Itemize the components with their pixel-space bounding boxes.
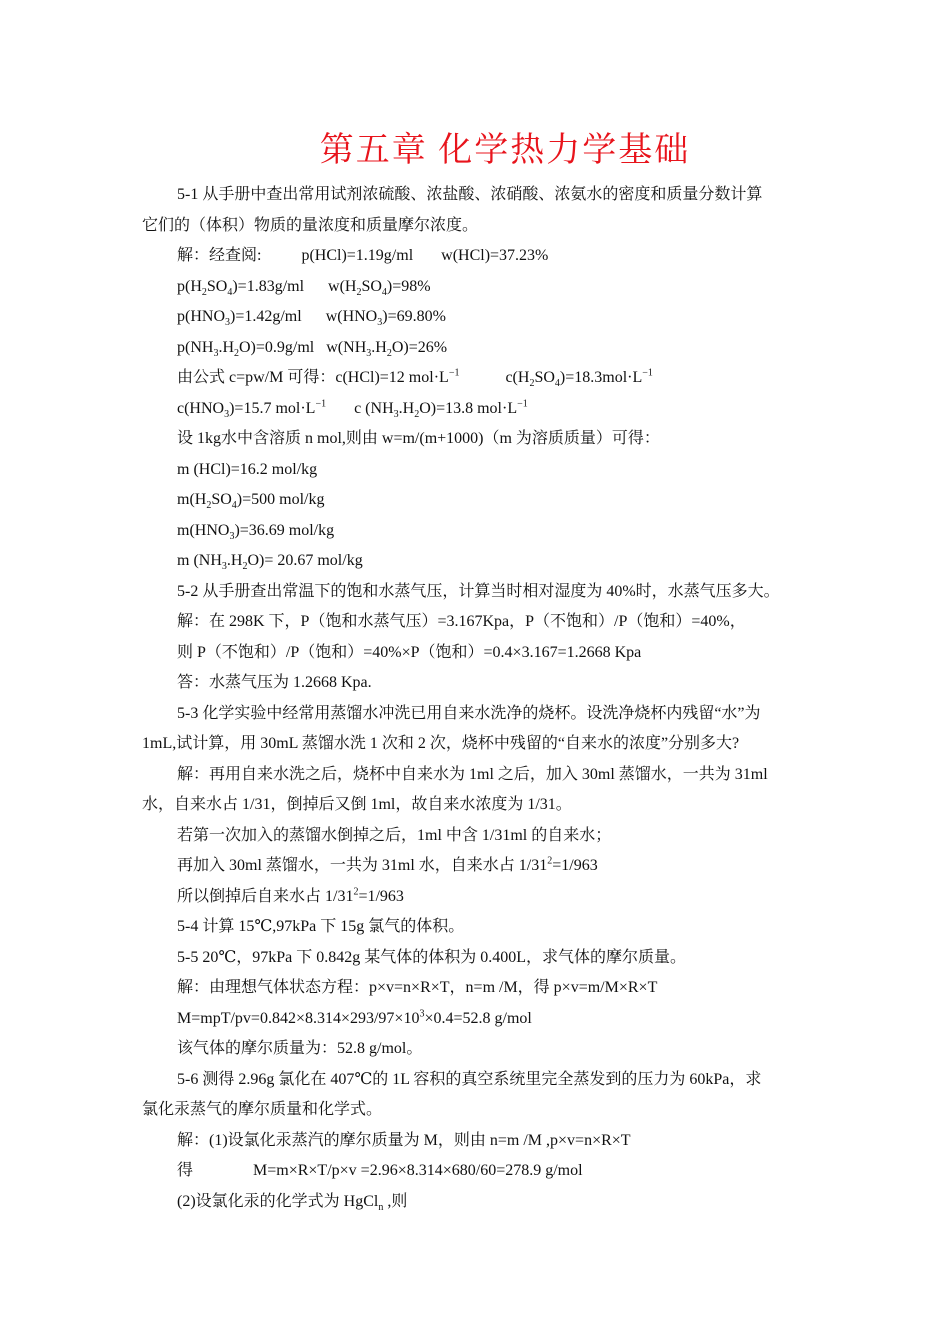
solution-5-1-m-nh3: m $(NH_3.H_2O)= 20.67$ mol/kg [177,552,363,573]
solution-5-2-line2: 则 P（不饱和）/P（饱和）=40%×P（饱和）=0.4×3.167=1.2668 Kpa [177,643,642,661]
solution-5-1-h2so4: $p(H_2SO_4)=1.83g/ml$ $w(H_2SO_4)=98\%$ [177,277,431,298]
question-5-6-line1: 5-6 测得 2.96g 氯化在 407℃的 1L 容积的真空系统里完全蒸发到的压力为 60kPa，求 [177,1070,762,1088]
question-5-1-line1: 5-1 从手册中查出常用试剂浓硫酸、浓盐酸、浓硝酸、浓氨水的密度和质量分数计算 [177,186,763,203]
question-5-4: 5-4 计算 15℃,97kPa 下 15g 氯气的体积。 [177,918,465,935]
solution-5-3-line5: 所以倒掉后自来水占 $1/31^2=1/963$ [177,886,404,905]
solution-5-6-line2: 得 M=m×R×T/p×v =2.96×8.314×680/60=278.9 g/mol [177,1162,583,1179]
question-5-3-line1: 5-3 化学实验中经常用蒸馏水冲洗已用自来水洗净的烧杯。设洗净烧杯内残留“水”为 [177,704,761,722]
page-title: 第五章 化学热力学基础 [319,132,691,169]
solution-5-3-line2: 水，自来水占 1/31，倒掉后又倒 1ml，故自来水浓度为 1/31。 [142,796,572,813]
solution-5-2-line1: 解：在 298K 下，P（饱和水蒸气压）=3.167Kpa，P（不饱和）/P（饱和）=40%， [177,613,746,630]
solution-5-1-m-h2so4: $m(H_2SO_4)=500$ mol/kg [177,491,325,512]
solution-5-1-formula: 由公式 c=pw/M 可得：c(HCl)=12 $mol\cdot L^{-1}$ $c(H_2SO_4)=18.3mol\cdot L^{-1}$ [177,367,653,390]
solution-5-1-lookup: 解：经查阅: p(HCl)=1.19g/ml w(HCl)=37.23% [177,247,549,264]
solution-5-1-m-hcl: m (HCl)=16.2 mol/kg [177,460,318,478]
solution-5-5-line2: $M=mpT/pv=0.842\times 8.314\times 293/97\times 10^3\times 0.4=52.8$ g/mol [177,1008,532,1027]
solution-5-3-line1: 解：再用自来水洗之后，烧杯中自来水为 1ml 之后，加入 30ml 蒸馏水，一共为 31ml [177,765,768,783]
solution-5-6-line1: 解：(1)设氯化汞蒸汽的摩尔质量为 M，则由 n=m /M ,p×v=n×R×T [177,1131,631,1149]
solution-5-1-nh3: $p(NH_3.H_2O)=0.9g/ml$ $w(NH_3.H_2O)=26\%$ [177,338,448,359]
solution-5-6-line3: (2)设氯化汞的化学式为 HgCl$_n$ ,则 [177,1192,408,1213]
solution-5-3-line3: 若第一次加入的蒸馏水倒掉之后，1ml 中含 1/31ml 的自来水； [177,826,612,844]
question-5-1-line2: 它们的（体积）物质的量浓度和质量摩尔浓度。 [142,216,479,234]
document-body [142,180,812,1217]
solution-5-3-line4: 再加入 30ml 蒸馏水，一共为 31ml 水，自来水占 $1/31^2=1/963$ [177,855,598,874]
solution-5-1-hno3: $p(HNO_3)=1.42g/ml$ $w(HNO_3)=69.80\%$ [177,308,446,329]
solution-5-1-setup: 设 1kg水中含溶质 n mol,则由 w=m/(m+1000)（m 为溶质质量）可得： [177,430,660,447]
solution-5-1-m-hno3: $m(HNO_3)=36.69$ mol/kg [177,521,335,542]
solution-5-5-line1: 解：由理想气体状态方程：p×v=n×R×T，n=m /M，得 p×v=m/M×R×T [177,979,658,996]
solution-5-1-concentrations: $c(HNO_3)=15.7$ $mol\cdot L^{-1}$ c $(NH_3.H_2O)=13.8$ $mol\cdot L^{-1}$ [177,398,528,420]
solution-5-5-line3: 该气体的摩尔质量为：52.8 g/mol。 [177,1040,423,1057]
question-5-6-line2: 氯化汞蒸气的摩尔质量和化学式。 [142,1101,383,1118]
answer-5-2: 答：水蒸气压为 1.2668 Kpa. [177,674,372,691]
question-5-5: 5-5 20℃，97kPa 下 0.842g 某气体的体积为 0.400L，求气体的摩尔质量。 [177,948,687,966]
question-5-3-line2: 1mL,试计算，用 30mL 蒸馏水洗 1 次和 2 次，烧杯中残留的“自来水的浓度”分别多大? [142,735,740,752]
question-5-2: 5-2 从手册查出常温下的饱和水蒸气压，计算当时相对湿度为 40%时，水蒸气压多大。 [177,582,780,600]
